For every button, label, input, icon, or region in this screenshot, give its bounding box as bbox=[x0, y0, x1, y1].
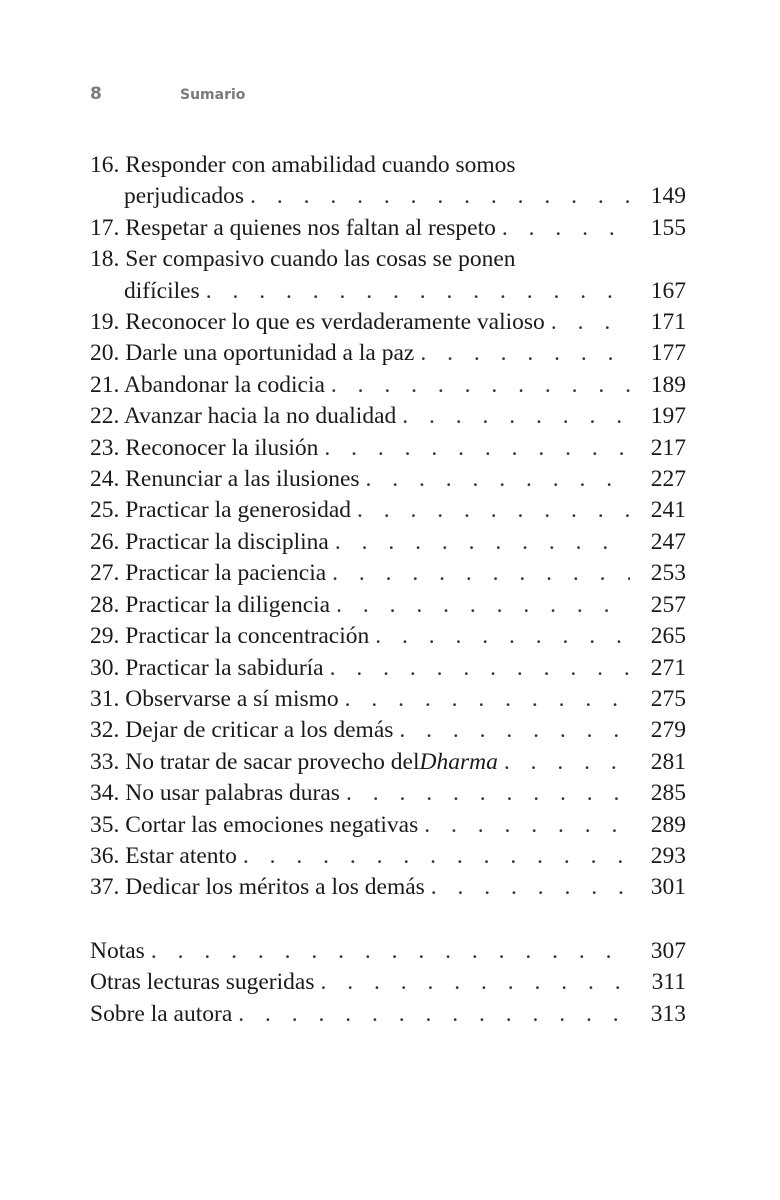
toc-entry-page: 279 bbox=[650, 717, 686, 744]
toc-entry-title: 21. Abandonar la codicia bbox=[90, 371, 325, 398]
toc-entry-page: 247 bbox=[650, 528, 686, 555]
toc-entry-page: 257 bbox=[650, 591, 686, 618]
toc-entry-page: 307 bbox=[650, 937, 686, 964]
dot-leader bbox=[324, 433, 630, 464]
table-of-contents bbox=[90, 150, 686, 1030]
dot-leader bbox=[250, 181, 630, 212]
toc-entry bbox=[90, 338, 686, 369]
toc-entry-page: 167 bbox=[650, 277, 686, 304]
toc-entry-row bbox=[90, 872, 686, 903]
dot-leader bbox=[424, 810, 630, 841]
toc-entry-row bbox=[90, 653, 686, 684]
toc-entry-title: 19. Reconocer lo que es verdaderamente valioso bbox=[90, 309, 545, 336]
toc-entry-page: 281 bbox=[650, 748, 686, 775]
toc-entry-title: 27. Practicar la paciencia bbox=[90, 560, 327, 587]
toc-entry-title-line: 16. Responder con amabilidad cuando somos bbox=[90, 152, 516, 178]
toc-entry bbox=[90, 684, 686, 715]
toc-entry-page: 311 bbox=[651, 969, 686, 996]
dot-leader bbox=[243, 841, 630, 872]
toc-entry bbox=[90, 872, 686, 903]
toc-entry bbox=[90, 307, 686, 338]
toc-entry bbox=[90, 621, 686, 652]
toc-entry-title: 29. Practicar la concentración bbox=[90, 623, 370, 650]
dot-leader bbox=[504, 747, 630, 778]
dot-leader bbox=[551, 307, 630, 338]
toc-entry-page: 171 bbox=[650, 309, 686, 336]
toc-entry-row bbox=[90, 527, 686, 558]
toc-entry-row bbox=[90, 590, 686, 621]
toc-entry-title: 17. Respetar a quienes nos faltan al respeto bbox=[90, 214, 496, 241]
dot-leader bbox=[346, 778, 630, 809]
toc-entry-row bbox=[90, 276, 686, 307]
toc-entry-row bbox=[90, 495, 686, 526]
toc-entry-title: 34. No usar palabras duras bbox=[90, 780, 340, 807]
toc-entry-row bbox=[90, 841, 686, 872]
toc-entry-page: 177 bbox=[650, 340, 686, 367]
toc-entry-title: 22. Avanzar hacia la no dualidad bbox=[90, 403, 397, 430]
toc-entry-page: 275 bbox=[650, 685, 686, 712]
toc-entry-title: 35. Cortar las emociones negativas bbox=[90, 811, 419, 838]
toc-entry-row bbox=[90, 936, 686, 967]
toc-entry-title: 20. Darle una oportunidad a la paz bbox=[90, 340, 415, 367]
toc-entry-row bbox=[90, 464, 686, 495]
toc-entry bbox=[90, 936, 686, 967]
toc-entry bbox=[90, 810, 686, 841]
section-gap bbox=[90, 904, 686, 936]
toc-entry-page: 289 bbox=[650, 811, 686, 838]
toc-entry bbox=[90, 967, 686, 998]
toc-entry-row bbox=[90, 338, 686, 369]
toc-entry-row bbox=[90, 621, 686, 652]
dot-leader bbox=[332, 558, 630, 589]
toc-entry-title: 28. Practicar la diligencia bbox=[90, 591, 331, 618]
toc-entry bbox=[90, 527, 686, 558]
toc-entry-page: 293 bbox=[650, 842, 686, 869]
toc-entry bbox=[90, 213, 686, 244]
toc-entry-page: 155 bbox=[650, 214, 686, 241]
dot-leader bbox=[336, 590, 630, 621]
dot-leader bbox=[206, 276, 630, 307]
toc-entry bbox=[90, 747, 686, 778]
toc-entry-row bbox=[90, 747, 686, 778]
toc-entry bbox=[90, 558, 686, 589]
toc-entry-row bbox=[90, 967, 686, 998]
toc-entry-title: perjudicados bbox=[124, 183, 245, 210]
toc-entry-title: Notas bbox=[90, 937, 145, 964]
dot-leader bbox=[502, 213, 630, 244]
toc-entry-title: 24. Renunciar a las ilusiones bbox=[90, 466, 360, 493]
toc-entry bbox=[90, 715, 686, 746]
running-head bbox=[90, 84, 245, 104]
page-number: 8 bbox=[90, 84, 102, 104]
toc-entry bbox=[90, 244, 686, 307]
toc-entry-title: Sobre la autora bbox=[90, 1000, 233, 1027]
dot-leader bbox=[399, 715, 630, 746]
toc-entry-page: 217 bbox=[650, 434, 686, 461]
toc-entry-page: 189 bbox=[650, 371, 686, 398]
dot-leader bbox=[420, 338, 630, 369]
toc-entry-row bbox=[90, 684, 686, 715]
toc-entry bbox=[90, 778, 686, 809]
toc-entry-row bbox=[90, 715, 686, 746]
toc-entry bbox=[90, 495, 686, 526]
toc-entry bbox=[90, 401, 686, 432]
toc-entry-title: 33. No tratar de sacar provecho del bbox=[90, 748, 420, 775]
dot-leader bbox=[238, 999, 630, 1030]
toc-entry-row bbox=[90, 401, 686, 432]
dot-leader bbox=[151, 936, 630, 967]
toc-entry-title: 37. Dedicar los méritos a los demás bbox=[90, 874, 425, 901]
toc-entry-title: 36. Estar atento bbox=[90, 842, 237, 869]
toc-entry-page: 149 bbox=[650, 183, 686, 210]
dot-leader bbox=[335, 527, 630, 558]
dot-leader bbox=[345, 684, 630, 715]
toc-entry-row bbox=[90, 999, 686, 1030]
dot-leader bbox=[375, 621, 630, 652]
back-matter-list bbox=[90, 936, 686, 1030]
dot-leader bbox=[402, 401, 630, 432]
toc-entry bbox=[90, 590, 686, 621]
toc-entry-page: 265 bbox=[650, 623, 686, 650]
toc-entry-row bbox=[90, 213, 686, 244]
dot-leader bbox=[331, 370, 630, 401]
toc-entry-title: difíciles bbox=[124, 277, 200, 304]
toc-entry-page: 253 bbox=[650, 560, 686, 587]
toc-entry-title-line: 18. Ser compasivo cuando las cosas se ponen bbox=[90, 246, 516, 273]
toc-entry-italic-word: Dharma bbox=[419, 748, 498, 775]
toc-entry bbox=[90, 370, 686, 401]
toc-entry-page: 241 bbox=[650, 497, 686, 524]
toc-entry-title: 32. Dejar de criticar a los demás bbox=[90, 717, 394, 744]
toc-entry bbox=[90, 841, 686, 872]
chapter-list bbox=[90, 150, 686, 904]
dot-leader bbox=[330, 653, 630, 684]
toc-entry bbox=[90, 653, 686, 684]
toc-entry-title: 23. Reconocer la ilusión bbox=[90, 434, 319, 461]
toc-entry-title: 26. Practicar la disciplina bbox=[90, 528, 329, 555]
dot-leader bbox=[357, 495, 630, 526]
toc-entry bbox=[90, 433, 686, 464]
toc-entry-page: 285 bbox=[650, 780, 686, 807]
toc-entry-title: 31. Observarse a sí mismo bbox=[90, 685, 339, 712]
toc-entry-row bbox=[90, 433, 686, 464]
toc-entry-title: 25. Practicar la generosidad bbox=[90, 497, 352, 524]
toc-entry-title: Otras lecturas sugeridas bbox=[90, 969, 315, 996]
toc-entry-row bbox=[90, 810, 686, 841]
toc-entry bbox=[90, 999, 686, 1030]
toc-entry-title: 30. Practicar la sabiduría bbox=[90, 654, 324, 681]
toc-entry-row bbox=[90, 181, 686, 212]
section-title: Sumario bbox=[180, 87, 246, 103]
toc-entry bbox=[90, 464, 686, 495]
dot-leader bbox=[366, 464, 630, 495]
toc-entry-page: 313 bbox=[650, 1000, 686, 1027]
toc-entry-page: 227 bbox=[650, 466, 686, 493]
toc-entry-page: 271 bbox=[650, 654, 686, 681]
toc-entry-row bbox=[90, 778, 686, 809]
toc-entry-row bbox=[90, 370, 686, 401]
dot-leader bbox=[431, 872, 630, 903]
toc-entry-row bbox=[90, 307, 686, 338]
toc-entry-page: 197 bbox=[650, 403, 686, 430]
toc-entry-page: 301 bbox=[650, 874, 686, 901]
toc-entry-row bbox=[90, 558, 686, 589]
toc-entry bbox=[90, 150, 686, 213]
dot-leader bbox=[320, 967, 630, 998]
